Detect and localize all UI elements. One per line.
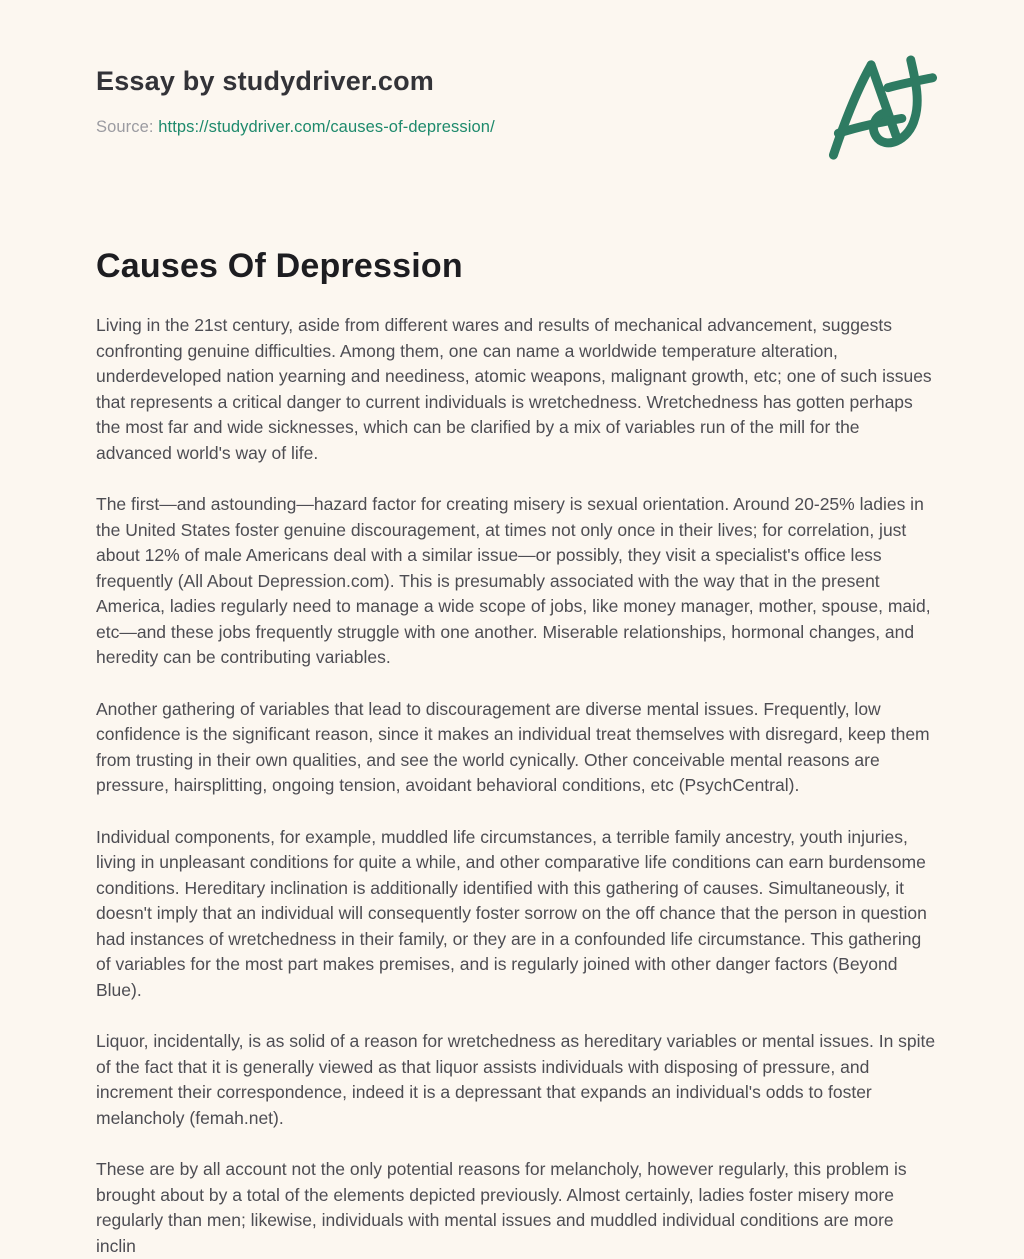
- essay-paragraph-1: Living in the 21st century, aside from different wares and results of mechanical advancement, suggests confronting genuine difficulties. Among them, one can name a worldwide temperature alteration, underdeveloped nation yearning and neediness, atomic weapons, malignant growth, etc; one of such issues that represents a critical danger to current individuals is wretchedness. Wretchedness has gotten perhaps the most far and wide sicknesses, which can be clarified by a mix of variables run of the mill for the advanced world's way of life.: [96, 315, 932, 463]
- essay-paragraph-5: Liquor, incidentally, is as solid of a reason for wretchedness as hereditary variables or mental issues. In spite of the fact that it is generally viewed as that liquor assists individuals with disposing of pressure, and increment their correspondence, indeed it is a depressant that expands an individual's odds to foster melancholy (femah.net).: [96, 1031, 936, 1128]
- page-title: Essay by studydriver.com: [96, 66, 434, 96]
- essay-paragraph-4: Individual components, for example, muddled life circumstances, a terrible family ancestry, youth injuries, living in unpleasant conditions for quite a while, and other comparative life conditions can earn burdensome conditions. Hereditary inclination is additionally identified with this gathering of causes. Simultaneously, it doesn't imply that an individual will consequently foster sorrow on the off chance that the person in question had instances of wretchedness in their family, or they are in a confounded life circumstance. This gathering of variables for the most part makes premises, and is regularly joined with other danger factors (Beyond Blue).: [96, 826, 927, 1000]
- source-label: Source:: [96, 118, 154, 136]
- essay-paragraph-2: The first—and astounding—hazard factor for creating misery is sexual orientation. Around 20-25% ladies in the United States foster genuine discouragement, at times not only once in their lives; for correlation, just about 12% of male Americans deal with a similar issue—or possibly, they visit a specialist's office less frequently (All About Depression.com). This is presumably associated with the way that in the present America, ladies regularly need to manage a wide scope of jobs, like money manager, mother, spouse, maid, etc—and these jobs frequently struggle with one another. Miserable relationships, hormonal changes, and heredity can be contributing variables.: [96, 494, 931, 667]
- essay-body: [96, 313, 936, 1259]
- essay-paragraph-3: Another gathering of variables that lead to discouragement are diverse mental issues. Frequently, low confidence is the significant reason, since it makes an individual treat themselves with disregard, keep them from trusting in their own qualities, and see the world cynically. Other conceivable mental reasons are pressure, hairsplitting, ongoing tension, avoidant behavioral conditions, etc (PsychCentral).: [96, 698, 930, 795]
- page-header: [96, 66, 936, 137]
- essay-content: [96, 247, 936, 1259]
- essay-paragraph-6: These are by all account not the only potential reasons for melancholy, however regularly, this problem is brought about by a total of the elements depicted previously. Almost certainly, ladies foster misery more regularly than men; likewise, individuals with mental issues and muddled individual conditions are more inclin: [96, 1159, 907, 1256]
- a-plus-logo-icon: [822, 52, 944, 166]
- source-link[interactable]: https://studydriver.com/causes-of-depression/: [158, 118, 495, 136]
- source-line: [96, 118, 936, 137]
- essay-title: Causes Of Depression: [96, 247, 463, 285]
